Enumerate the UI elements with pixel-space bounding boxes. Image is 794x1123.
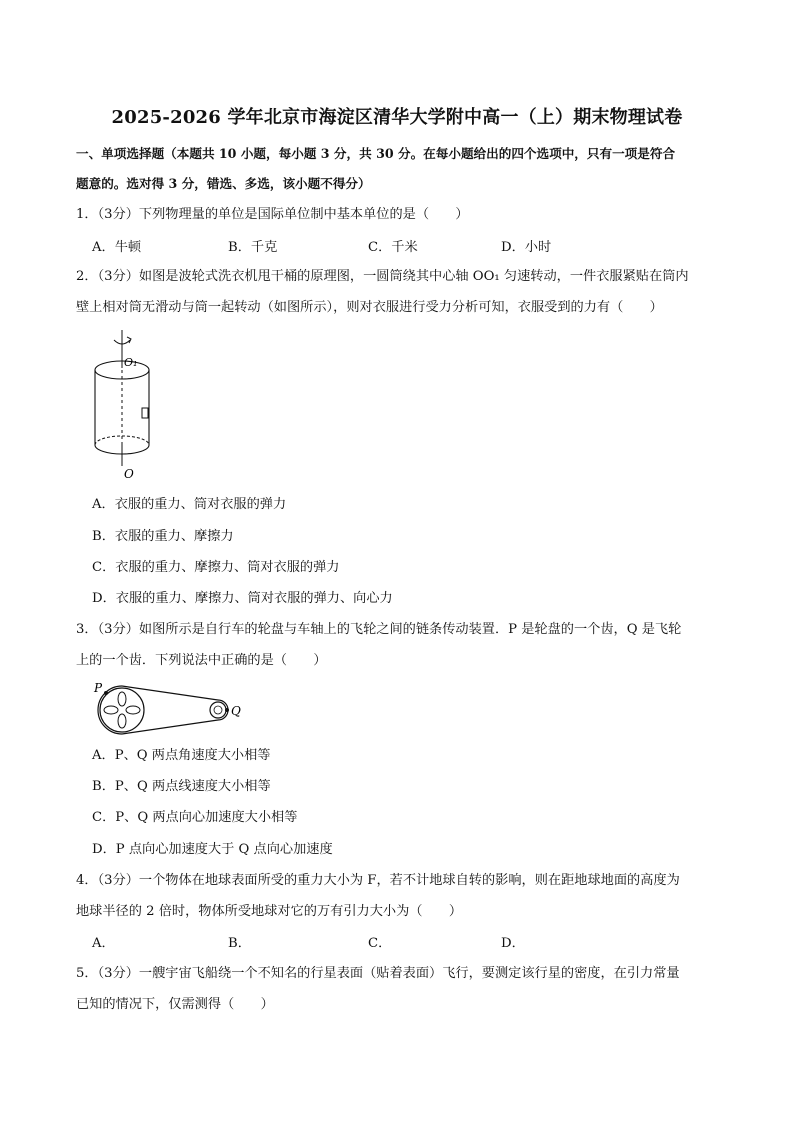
question-2-stem-cont: 壁上相对筒无滑动与筒一起转动（如图所示），则对衣服进行受力分析可知，衣服受到的力有（ ） xyxy=(76,300,663,315)
question-1-options xyxy=(92,236,712,256)
question-4-stem-cont: 地球半径的 2 倍时，物体所受地球对它的万有引力大小为（ ） xyxy=(76,904,463,919)
q3-option-b: B．P、Q 两点线速度大小相等 xyxy=(92,779,271,794)
question-1-stem: 1．（3分）下列物理量的单位是国际单位制中基本单位的是（ ） xyxy=(76,207,469,222)
chain-drive-diagram xyxy=(92,680,252,740)
q2-option-a: A．衣服的重力、筒对衣服的弹力 xyxy=(92,497,287,512)
question-3-stem: 3．（3分）如图所示是自行车的轮盘与车轴上的飞轮之间的链条传动装置．P 是轮盘的一个齿，Q 是飞轮 xyxy=(76,622,682,637)
label-o: O xyxy=(124,467,134,481)
q3-option-a: A．P、Q 两点角速度大小相等 xyxy=(92,748,271,763)
section-heading-cont: 题意的。选对得 3 分，错选、多选，该小题不得分） xyxy=(76,176,371,191)
question-4-options xyxy=(92,932,712,952)
q1-option-d: D．小时 xyxy=(501,240,552,255)
question-5-stem: 5．（3分）一艘宇宙飞船绕一个不知名的行星表面（贴着表面）飞行，要测定该行星的密度，在引力常量 xyxy=(76,966,680,981)
q1-option-b: B．千克 xyxy=(228,240,278,255)
label-p: P xyxy=(94,681,103,695)
q1-option-c: C．千米 xyxy=(368,240,418,255)
q2-option-d: D．衣服的重力、摩擦力、筒对衣服的弹力、向心力 xyxy=(92,591,393,606)
q4-option-a: A． xyxy=(92,936,115,951)
page-title: 2025-2026 学年北京市海淀区清华大学附中高一（上）期末物理试卷 xyxy=(111,107,683,128)
q3-option-d: D．P 点向心加速度大于 Q 点向心加速度 xyxy=(92,842,333,857)
q2-option-b: B．衣服的重力、摩擦力 xyxy=(92,529,234,544)
section-heading: 一、单项选择题（本题共 10 小题，每小题 3 分，共 30 分。在每小题给出的四个选项中，只有一项是符合 xyxy=(76,146,676,161)
label-o1: O₁ xyxy=(124,356,138,369)
q2-option-c: C．衣服的重力、摩擦力、筒对衣服的弹力 xyxy=(92,560,340,575)
question-5-stem-cont: 已知的情况下，仅需测得（ ） xyxy=(76,997,274,1012)
spin-dryer-cylinder-diagram xyxy=(84,328,164,482)
q1-option-a: A．牛顿 xyxy=(92,240,142,255)
label-q: Q xyxy=(231,704,241,718)
q4-option-b: B． xyxy=(228,936,251,951)
q3-option-c: C．P、Q 两点向心加速度大小相等 xyxy=(92,810,298,825)
question-2-stem: 2．（3分）如图是波轮式洗衣机甩干桶的原理图，一圆筒绕其中心轴 OO₁ 匀速转动，一件衣服紧贴在筒内 xyxy=(76,269,689,284)
question-4-stem: 4．（3分）一个物体在地球表面所受的重力大小为 F，若不计地球自转的影响，则在距地球地面的高度为 xyxy=(76,873,680,888)
q4-option-c: C． xyxy=(368,936,392,951)
q4-option-d: D． xyxy=(501,936,525,951)
question-3-stem-cont: 上的一个齿．下列说法中正确的是（ ） xyxy=(76,653,327,668)
